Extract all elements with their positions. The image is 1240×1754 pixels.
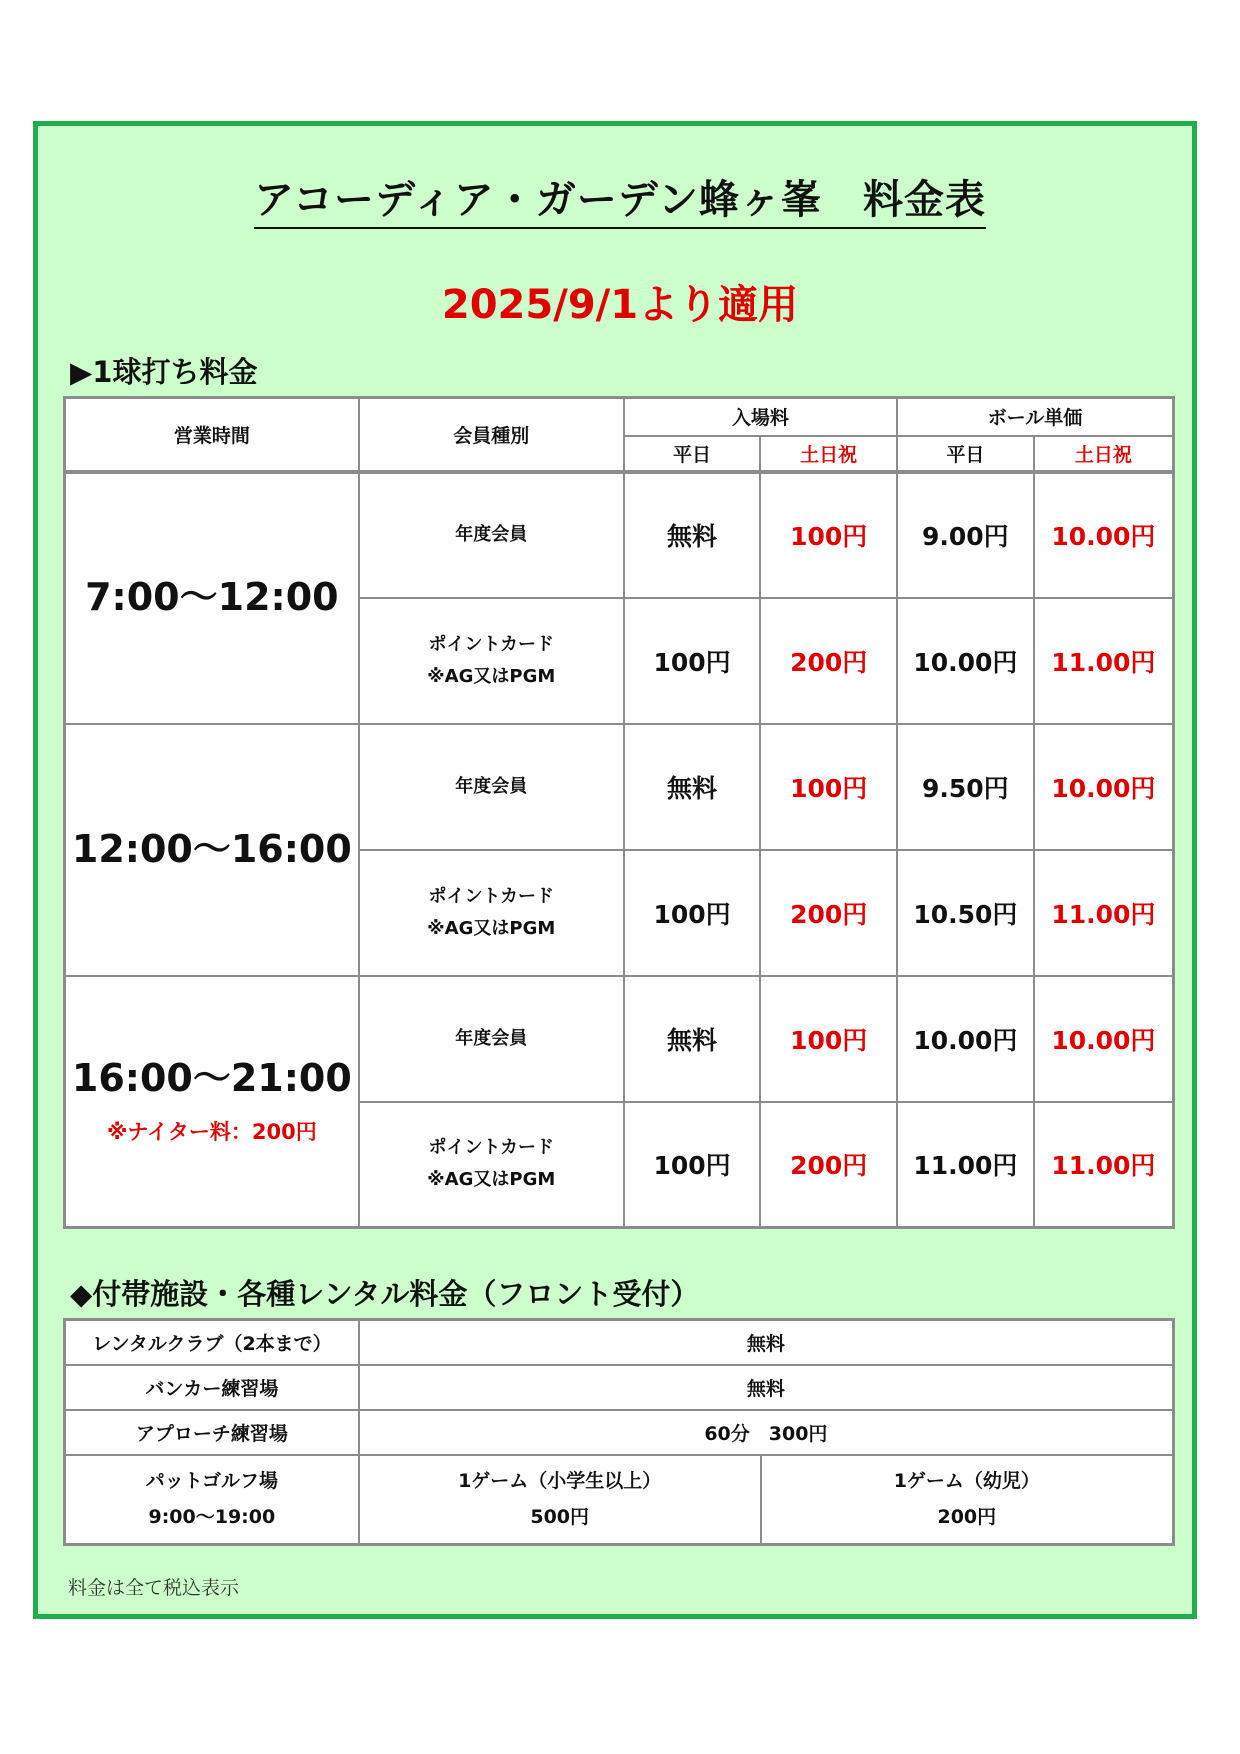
facility-label: アプローチ練習場 [65,1410,359,1455]
ball-weekday: 9.00円 [897,472,1034,598]
section-ball-fees-heading: ▶1球打ち料金 [70,355,258,389]
ball-holiday: 11.00円 [1034,598,1174,724]
entry-holiday: 100円 [760,976,897,1102]
putt-golf-adult-price: 500円 [530,1506,590,1529]
member-type-sub: ※AG又はPGM [427,1169,556,1191]
header-ball-weekday: 平日 [897,436,1034,472]
period-cell [65,976,359,1228]
member-type [359,598,624,724]
period-cell [65,472,359,724]
putt-golf-label: パットゴルフ場 [145,1470,278,1493]
period-time: 16:00～21:00 [71,1056,352,1101]
member-type-sub: ※AG又はPGM [427,665,556,687]
member-type: 年度会員 [359,472,624,598]
period-time: 12:00～16:00 [71,826,352,871]
tax-included-note: 料金は全て税込表示 [68,1577,240,1599]
facility-fee-table [63,1318,1175,1546]
putt-golf-child-cell [761,1455,1174,1545]
entry-weekday: 100円 [624,1102,761,1228]
period-time: 7:00～12:00 [85,575,339,620]
member-type-label: ポイントカード [428,1137,554,1159]
putt-golf-adult-label: 1ゲーム（小学生以上） [458,1470,662,1493]
header-ball-holiday: 土日祝 [1034,436,1174,472]
putt-golf-label-cell [65,1455,359,1545]
member-type [359,1102,624,1228]
entry-holiday: 100円 [760,472,897,598]
member-type-label: ポイントカード [428,885,554,907]
entry-holiday: 200円 [760,1102,897,1228]
table-row [65,1365,1174,1410]
table-row [65,1455,1174,1545]
putt-golf-child-price: 200円 [937,1506,997,1529]
putt-golf-adult-cell [359,1455,761,1545]
entry-weekday: 100円 [624,598,761,724]
member-type [359,850,624,976]
table-row [65,1410,1174,1455]
header-entry-holiday: 土日祝 [760,436,897,472]
facility-value: 無料 [359,1365,1174,1410]
ball-weekday: 10.00円 [897,598,1034,724]
table-row [65,724,1174,850]
ball-weekday: 10.50円 [897,850,1034,976]
header-member-type: 会員種別 [359,398,624,472]
ball-holiday: 11.00円 [1034,1102,1174,1228]
header-ball-price: ボール単価 [897,398,1174,436]
facility-value: 無料 [359,1320,1174,1365]
ball-holiday: 11.00円 [1034,850,1174,976]
entry-weekday: 100円 [624,850,761,976]
putt-golf-child-label: 1ゲーム（幼児） [893,1470,1040,1493]
ball-holiday: 10.00円 [1034,472,1174,598]
effective-date: 2025/9/1より適用 [441,282,799,328]
ball-holiday: 10.00円 [1034,976,1174,1102]
header-hours: 営業時間 [65,398,359,472]
header-entry-fee: 入場料 [624,398,897,436]
facility-value: 60分 300円 [359,1410,1174,1455]
entry-holiday: 100円 [760,724,897,850]
entry-weekday: 無料 [624,976,761,1102]
table-row [65,1320,1174,1365]
page-title: アコーディア・ガーデン蜂ヶ峯 料金表 [0,168,1240,225]
member-type-sub: ※AG又はPGM [427,917,556,939]
period-cell [65,724,359,976]
table-row [65,976,1174,1102]
member-type: 年度会員 [359,976,624,1102]
ball-fee-table [63,396,1175,1229]
facility-label: レンタルクラブ（2本まで） [65,1320,359,1365]
member-type: 年度会員 [359,724,624,850]
ball-weekday: 9.50円 [897,724,1034,850]
ball-weekday: 11.00円 [897,1102,1034,1228]
section-facilities-heading: ◆付帯施設・各種レンタル料金（フロント受付） [70,1277,700,1311]
ball-weekday: 10.00円 [897,976,1034,1102]
putt-golf-hours: 9:00～19:00 [148,1506,276,1529]
entry-holiday: 200円 [760,598,897,724]
facility-label: バンカー練習場 [65,1365,359,1410]
entry-weekday: 無料 [624,472,761,598]
entry-weekday: 無料 [624,724,761,850]
entry-holiday: 200円 [760,850,897,976]
header-entry-weekday: 平日 [624,436,761,472]
ball-holiday: 10.00円 [1034,724,1174,850]
member-type-label: ポイントカード [428,633,554,655]
table-row [65,472,1174,598]
night-fee-note: ※ナイター料：200円 [106,1120,317,1145]
